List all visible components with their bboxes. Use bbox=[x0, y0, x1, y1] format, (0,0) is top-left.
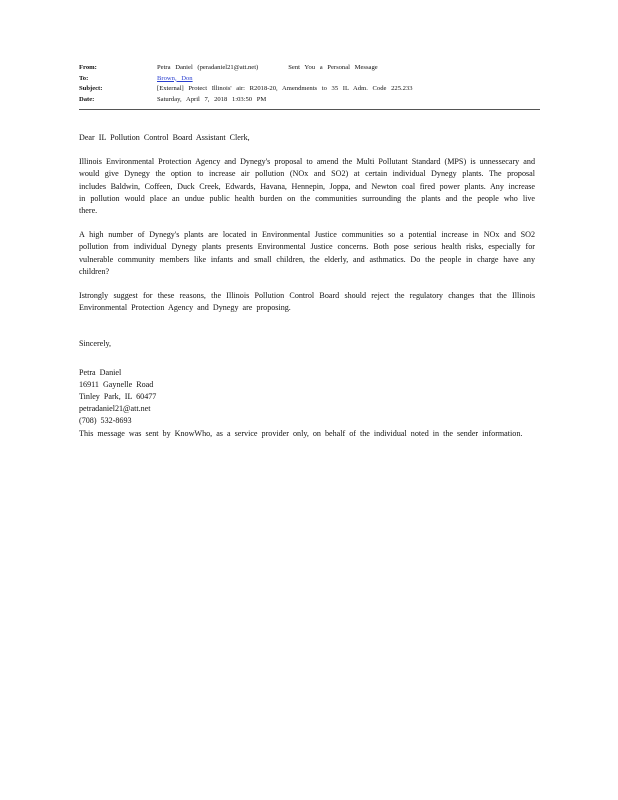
to-recipient-link[interactable]: Brown, Don bbox=[157, 74, 193, 82]
to-row bbox=[79, 74, 539, 85]
email-header bbox=[79, 63, 539, 105]
subject-row bbox=[79, 84, 539, 95]
paragraph-2: A high number of Dynegy's plants are located in Environmental Justice communities so a potential increase in NOx and SO2 pollution from individual Dynegy plants presents Environmental Justice concerns. Both pose serious health risks, especially for vulnerable community members like infants and small children, the elderly, and asthmatics. Do the people in charge have any children? bbox=[79, 230, 535, 276]
to-label: To: bbox=[79, 74, 89, 82]
date-row bbox=[79, 95, 539, 106]
signature-street: 16911 Gaynelle Road bbox=[79, 379, 154, 389]
from-label: From: bbox=[79, 64, 97, 71]
subject-value: [External] Protect Illinois' air: R2018-20, Amendments to 35 IL Adm. Code 225.233 bbox=[157, 85, 413, 92]
date-value: Saturday, April 7, 2018 1:03:50 PM bbox=[157, 95, 267, 103]
footer-note: This message was sent by KnowWho, as a service provider only, on behalf of the individual noted in the sender information. bbox=[79, 428, 523, 438]
signature-city: Tinley Park, IL 60477 bbox=[79, 392, 157, 402]
greeting: Dear IL Pollution Control Board Assistant Clerk, bbox=[79, 133, 250, 142]
header-divider bbox=[79, 109, 540, 110]
sent-value: Sent You a Personal Message bbox=[288, 64, 378, 71]
signature-name: Petra Daniel bbox=[79, 367, 122, 377]
paragraph-1: Illinois Environmental Protection Agency and Dynegy's proposal to amend the Multi Pollutant Standard (MPS) is unnessecary and would give Dynegy the option to increase air pollution (NOx and SO2) at certain individual Dynegy plants. The proposal includes Baldwin, Coffeen, Duck Creek, Edwards, Havana, Hennepin, Joppa, and Newton coal fired power plants. Any increase in pollution would place an undue public health burden on the communities surrounding the plants and the people who live there. bbox=[79, 157, 535, 216]
email-body bbox=[79, 132, 535, 452]
subject-label: Subject: bbox=[79, 85, 103, 92]
paragraph-3: Istrongly suggest for these reasons, the Illinois Pollution Control Board should reject the regulatory changes that the Illinois Environmental Protection Agency and Dynegy are proposing. bbox=[79, 291, 535, 313]
signature-phone: (708) 532-8693 bbox=[79, 416, 132, 426]
closing: Sincerely, bbox=[79, 339, 112, 349]
date-label: Date: bbox=[79, 95, 95, 103]
signature-block bbox=[79, 367, 535, 428]
from-row bbox=[79, 63, 539, 74]
from-value: Petra Daniel (peradaniel21@att.net) bbox=[157, 64, 259, 71]
signature-email: petradaniel21@att.net bbox=[79, 404, 151, 414]
